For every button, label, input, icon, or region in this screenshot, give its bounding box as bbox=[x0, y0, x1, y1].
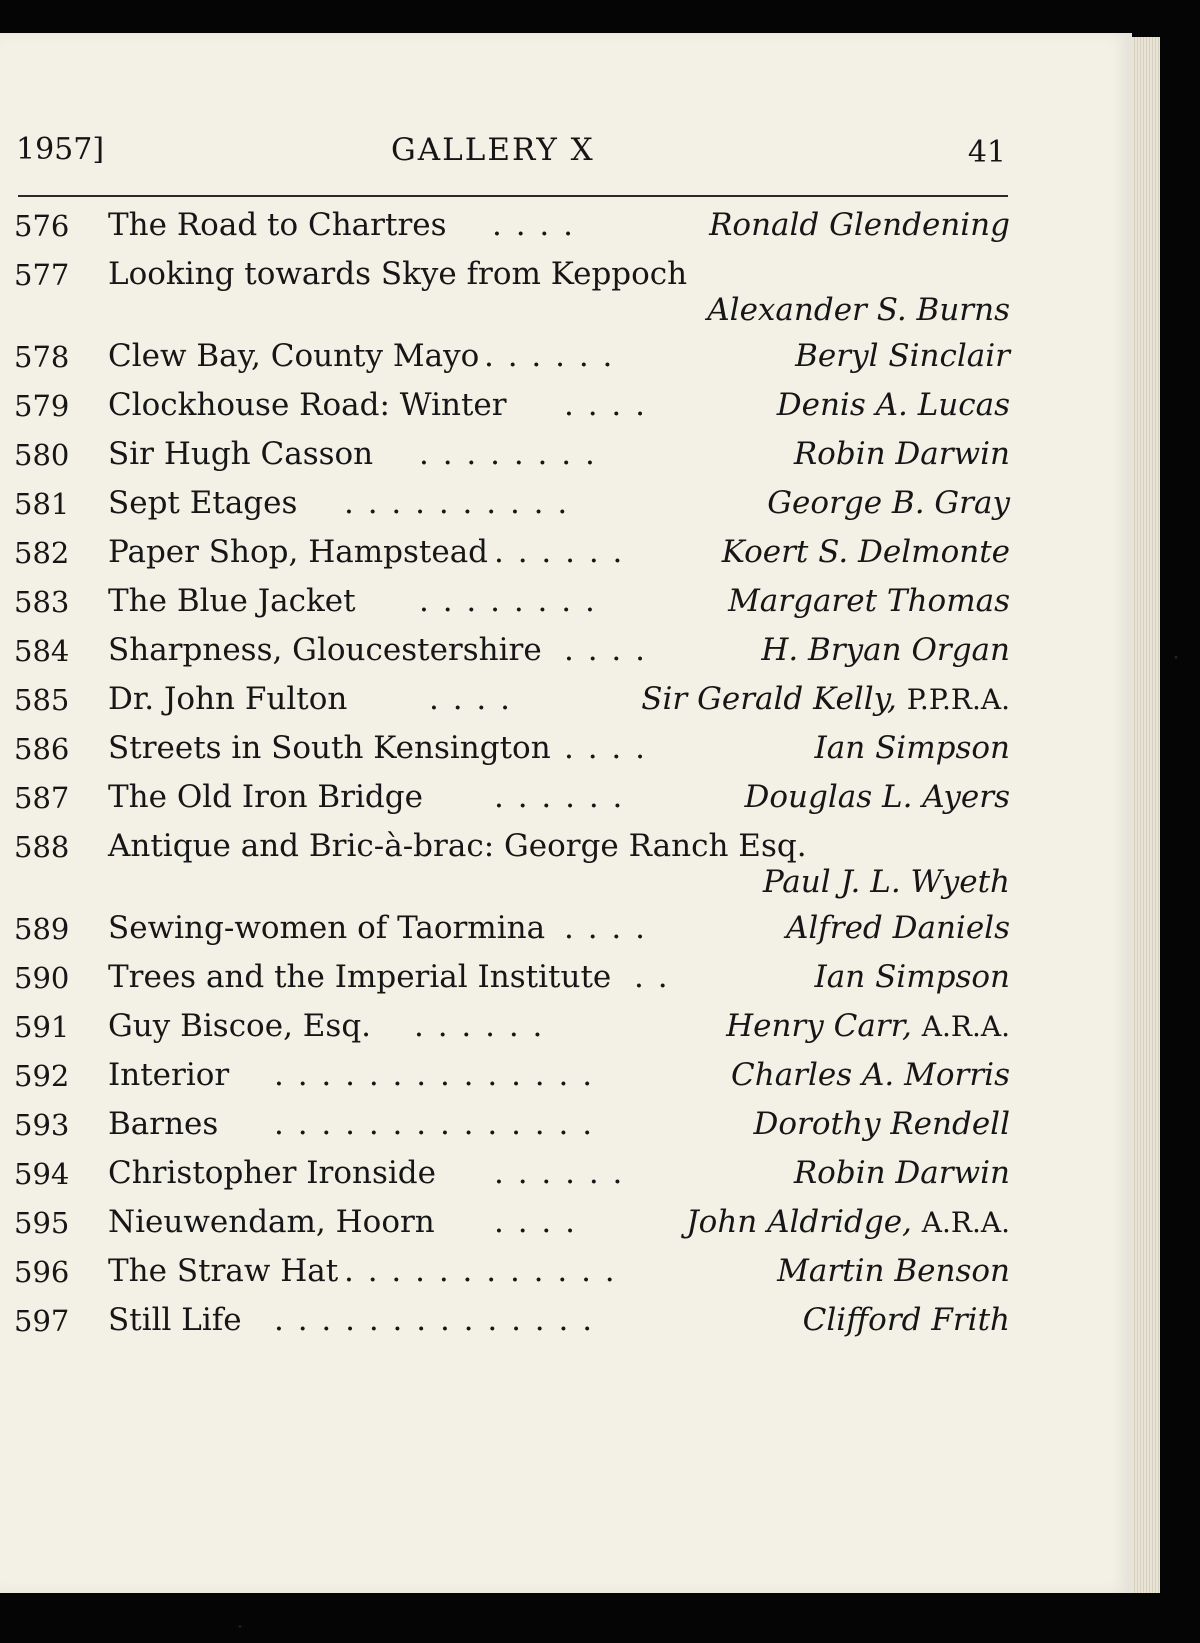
entry-number: 585 bbox=[14, 683, 70, 717]
entry-number: 583 bbox=[14, 585, 70, 619]
entry-number: 584 bbox=[14, 634, 70, 668]
artist-name: Ian Simpson bbox=[814, 730, 1010, 766]
entry-title: Still Life bbox=[108, 1302, 242, 1338]
entry-artist bbox=[803, 1302, 1010, 1338]
entry-artist bbox=[777, 1253, 1010, 1289]
entry-artist bbox=[761, 632, 1010, 668]
artist-name: Koert S. Delmonte bbox=[721, 534, 1010, 570]
catalogue-entry bbox=[14, 532, 1010, 581]
dot-leader: . . bbox=[634, 959, 670, 995]
catalogue-entry bbox=[14, 581, 1010, 630]
entry-number: 579 bbox=[14, 389, 70, 423]
entry-number: 577 bbox=[14, 258, 70, 292]
catalogue-list bbox=[14, 205, 1010, 1349]
artist-honor: A.R.A. bbox=[921, 1206, 1010, 1239]
running-header bbox=[16, 132, 1006, 172]
entry-artist bbox=[726, 1008, 1010, 1044]
artist-name: George B. Gray bbox=[767, 485, 1010, 521]
entry-artist bbox=[795, 338, 1010, 374]
dot-leader: . . . . . . . . bbox=[419, 436, 597, 472]
entry-number: 581 bbox=[14, 487, 70, 521]
catalogue-entry bbox=[14, 630, 1010, 679]
dot-leader: . . . . . . . . . . . . . . bbox=[274, 1057, 595, 1093]
entry-title: Christopher Ironside bbox=[108, 1155, 436, 1191]
entry-artist bbox=[707, 292, 1010, 328]
catalogue-entry bbox=[14, 434, 1010, 483]
artist-name: Douglas L. Ayers bbox=[744, 779, 1010, 815]
artist-name: Charles A. Morris bbox=[731, 1057, 1010, 1093]
dot-leader: . . . . . . bbox=[484, 338, 615, 374]
entry-number: 586 bbox=[14, 732, 70, 766]
artist-name: Dorothy Rendell bbox=[753, 1106, 1010, 1142]
dot-leader: . . . . bbox=[494, 1204, 577, 1240]
entry-artist bbox=[794, 436, 1010, 472]
entry-number: 590 bbox=[14, 961, 70, 995]
catalogue-entry bbox=[14, 957, 1010, 1006]
dot-leader: . . . . . . . . . . . . bbox=[344, 1253, 617, 1289]
entry-number: 596 bbox=[14, 1255, 70, 1289]
entry-number: 595 bbox=[14, 1206, 70, 1240]
entry-number: 594 bbox=[14, 1157, 70, 1191]
artist-name: Beryl Sinclair bbox=[795, 338, 1010, 374]
artist-name: Martin Benson bbox=[777, 1253, 1010, 1289]
artist-name: John Aldridge, bbox=[686, 1204, 912, 1240]
dot-leader: . . . . . . bbox=[414, 1008, 545, 1044]
entry-title: Paper Shop, Hampstead bbox=[108, 534, 489, 570]
catalogue-entry bbox=[14, 777, 1010, 826]
entry-artist bbox=[709, 207, 1010, 243]
catalogue-entry bbox=[14, 1300, 1010, 1349]
dot-leader: . . . . bbox=[492, 207, 575, 243]
entry-artist bbox=[815, 730, 1010, 766]
entry-title: The Blue Jacket bbox=[108, 583, 356, 619]
entry-title: The Old Iron Bridge bbox=[108, 779, 423, 815]
dot-leader: . . . . . . . . . . . . . . bbox=[274, 1302, 595, 1338]
dot-leader: . . . . bbox=[564, 910, 647, 946]
entry-number: 576 bbox=[14, 209, 70, 243]
dot-leader: . . . . . . . . . . bbox=[344, 485, 570, 521]
entry-number: 580 bbox=[14, 438, 70, 472]
entry-number: 597 bbox=[14, 1304, 70, 1338]
dot-leader: . . . . . . . . . . . . . . bbox=[274, 1106, 595, 1142]
entry-artist bbox=[728, 583, 1010, 619]
artist-name: Ronald Glendening bbox=[709, 207, 1010, 243]
artist-name: Robin Darwin bbox=[793, 436, 1010, 472]
gallery-title: GALLERY X bbox=[391, 132, 595, 168]
entry-title: The Road to Chartres bbox=[108, 207, 447, 243]
entry-title: Trees and the Imperial Institute bbox=[108, 959, 612, 995]
entry-artist bbox=[794, 1155, 1010, 1191]
artist-name: Robin Darwin bbox=[793, 1155, 1010, 1191]
entry-artist bbox=[754, 1106, 1010, 1142]
dot-leader: . . . . bbox=[564, 730, 647, 766]
entry-title: Sept Etages bbox=[108, 485, 298, 521]
entry-artist bbox=[786, 910, 1010, 946]
header-rule bbox=[18, 195, 1008, 197]
artist-name: Denis A. Lucas bbox=[776, 387, 1010, 423]
entry-title: Interior bbox=[108, 1057, 230, 1093]
entry-title: Dr. John Fulton bbox=[108, 681, 348, 717]
artist-name: Henry Carr, bbox=[726, 1008, 912, 1044]
entry-number: 591 bbox=[14, 1010, 70, 1044]
entry-title: Sewing-women of Taormina bbox=[108, 910, 546, 946]
artist-name: Alexander S. Burns bbox=[707, 292, 1010, 328]
entry-title: The Straw Hat bbox=[108, 1253, 339, 1289]
artist-name: Sir Gerald Kelly, bbox=[641, 681, 897, 717]
artist-name: Alfred Daniels bbox=[785, 910, 1010, 946]
entry-title: Nieuwendam, Hoorn bbox=[108, 1204, 435, 1240]
catalogue-entry bbox=[14, 908, 1010, 957]
artist-name: H. Bryan Organ bbox=[761, 632, 1010, 668]
entry-artist bbox=[722, 534, 1010, 570]
entry-artist bbox=[767, 485, 1010, 521]
entry-artist bbox=[641, 681, 1010, 717]
entry-title: Clockhouse Road: Winter bbox=[108, 387, 507, 423]
catalogue-entry bbox=[14, 679, 1010, 728]
catalogue-entry bbox=[14, 1251, 1010, 1300]
entry-title: Sharpness, Gloucestershire bbox=[108, 632, 542, 668]
entry-title: Looking towards Skye from Keppoch bbox=[108, 256, 688, 292]
dot-leader: . . . . bbox=[564, 387, 647, 423]
catalogue-entry bbox=[14, 336, 1010, 385]
entry-title: Guy Biscoe, Esq. bbox=[108, 1008, 372, 1044]
catalogue-entry bbox=[14, 1055, 1010, 1104]
entry-title: Sir Hugh Casson bbox=[108, 436, 374, 472]
entry-number: 592 bbox=[14, 1059, 70, 1093]
dot-leader: . . . . . . bbox=[494, 1155, 625, 1191]
artist-name: Paul J. L. Wyeth bbox=[762, 864, 1010, 900]
dot-leader: . . . . . . bbox=[494, 534, 625, 570]
artist-honor: A.R.A. bbox=[921, 1010, 1010, 1043]
entry-artist bbox=[686, 1204, 1010, 1240]
entry-number: 587 bbox=[14, 781, 70, 815]
artist-honor: P.P.R.A. bbox=[906, 683, 1010, 716]
artist-name: Clifford Frith bbox=[802, 1302, 1010, 1338]
entry-artist bbox=[731, 1057, 1010, 1093]
catalogue-entry bbox=[14, 254, 1010, 336]
entry-artist bbox=[777, 387, 1010, 423]
catalogue-entry bbox=[14, 826, 1010, 908]
catalogue-entry bbox=[14, 728, 1010, 777]
dot-leader: . . . . . . . . bbox=[419, 583, 597, 619]
catalogue-entry bbox=[14, 205, 1010, 254]
entry-number: 589 bbox=[14, 912, 70, 946]
dot-leader: . . . . bbox=[564, 632, 647, 668]
artist-name: Margaret Thomas bbox=[728, 583, 1010, 619]
entry-title: Streets in South Kensington bbox=[108, 730, 551, 766]
entry-title: Clew Bay, County Mayo bbox=[108, 338, 480, 374]
catalogue-entry bbox=[14, 1104, 1010, 1153]
entry-number: 593 bbox=[14, 1108, 70, 1142]
page-number: 41 bbox=[967, 135, 1006, 170]
entry-title: Barnes bbox=[108, 1106, 219, 1142]
catalogue-entry bbox=[14, 1202, 1010, 1251]
entry-number: 582 bbox=[14, 536, 70, 570]
dot-leader: . . . . . . bbox=[494, 779, 625, 815]
dot-leader: . . . . bbox=[429, 681, 512, 717]
catalogue-entry bbox=[14, 483, 1010, 532]
entry-artist bbox=[763, 864, 1010, 900]
entry-title: Antique and Bric-à-brac: George Ranch Esq. bbox=[108, 828, 807, 864]
catalogue-entry bbox=[14, 385, 1010, 434]
header-year: 1957] bbox=[16, 132, 105, 167]
artist-name: Ian Simpson bbox=[814, 959, 1010, 995]
entry-number: 588 bbox=[14, 830, 70, 864]
entry-number: 578 bbox=[14, 340, 70, 374]
catalogue-entry bbox=[14, 1006, 1010, 1055]
entry-artist bbox=[815, 959, 1010, 995]
entry-artist bbox=[745, 779, 1011, 815]
page-edges bbox=[1132, 37, 1160, 1593]
catalogue-entry bbox=[14, 1153, 1010, 1202]
